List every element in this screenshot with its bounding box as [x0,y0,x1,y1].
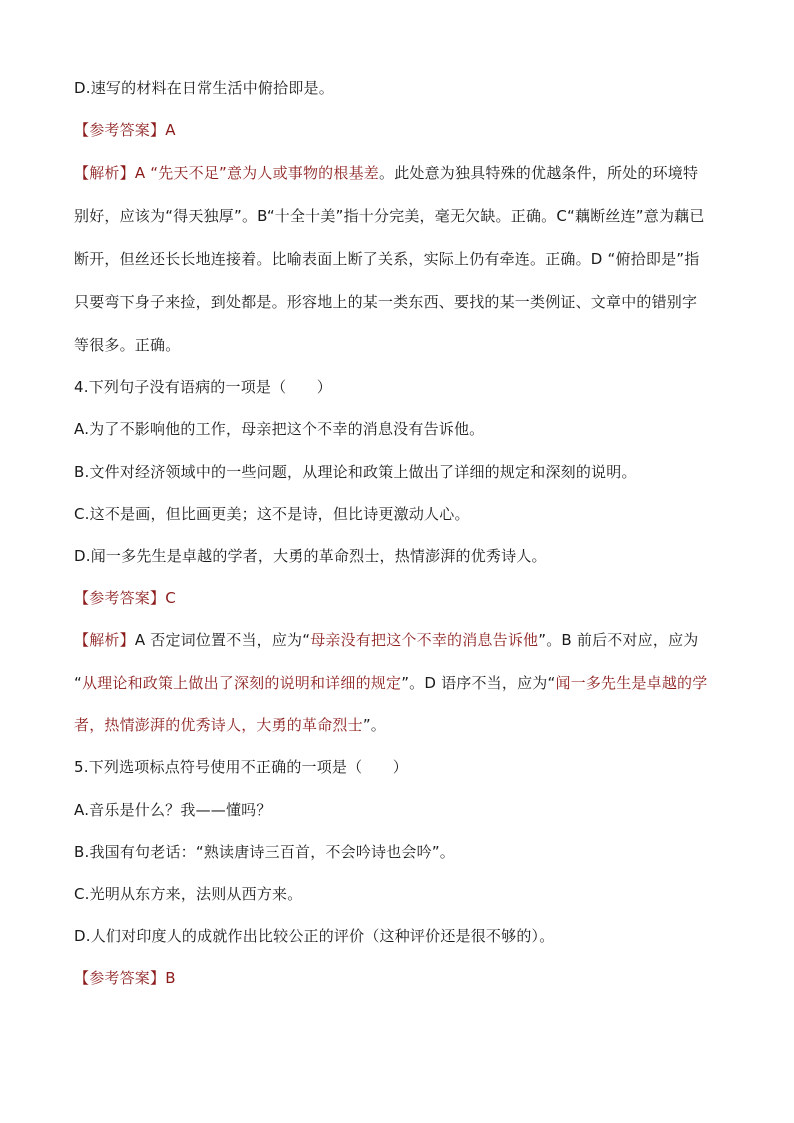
q4-analysis-line-3 [74,715,724,735]
q3-analysis-line-5: 等很多。正确。 [74,336,181,354]
analysis-label: 【解析】 [74,631,135,649]
q3-analysis-line-4: 只要弯下身子来捡，到处都是。形容地上的某一类东西、要找的某一类例证、文章中的错别字 [74,293,698,311]
analysis-text: 。此处意为独具特殊的优越条件，所处的环境特 [379,164,699,182]
q3-analysis-line-3: 断开，但丝还长长地连接着。比喻表面上断了关系，实际上仍有牵连。正确。D “俯拾即是”指 [74,250,700,268]
q4-analysis-line-1 [74,630,724,650]
answer-value: A [165,121,176,139]
q4-question: 4.下列句子没有语病的一项是（ ） [74,378,332,396]
q5-option-c: C.光明从东方来，法则从西方来。 [74,885,303,903]
analysis-text: ”。D 语序不当，应为“ [401,674,556,692]
q3-analysis-line-1 [74,163,724,183]
q3-answer [74,120,724,140]
analysis-highlight: A “先天不足”意为人或事物的根基差 [134,164,379,182]
q5-question: 5.下列选项标点符号使用不正确的一项是（ ） [74,758,408,776]
answer-label: 【参考答案】 [74,969,166,987]
q4-option-a: A.为了不影响他的工作，母亲把这个不幸的消息没有告诉他。 [74,420,485,438]
q3-option-d: D.速写的材料在日常生活中俯拾即是。 [74,79,334,97]
analysis-highlight: 母亲没有把这个不幸的消息告诉他 [310,631,539,649]
answer-value: C [165,589,176,607]
answer-label: 【参考答案】 [74,589,166,607]
analysis-highlight: 从理论和政策上做出了深刻的说明和详细的规定 [81,674,402,692]
analysis-text: A 否定词位置不当，应为“ [134,631,311,649]
analysis-text: ”。 [362,716,386,734]
q4-answer [74,588,724,608]
q4-option-d: D.闻一多先生是卓越的学者，大勇的革命烈士，热情澎湃的优秀诗人。 [74,547,547,565]
q5-option-d: D.人们对印度人的成就作出比较公正的评价（这种评价还是很不够的）。 [74,927,555,945]
q5-option-a: A.音乐是什么？我——懂吗？ [74,801,272,819]
q5-option-b: B.我国有句老话：“熟读唐诗三百首，不会吟诗也会吟”。 [74,843,456,861]
analysis-label: 【解析】 [74,164,135,182]
q3-analysis-line-2: 别好，应该为“得天独厚”。B“十全十美”指十分完美，毫无欠缺。正确。C“藕断丝连”意为藕已 [74,207,705,225]
q5-answer [74,968,724,988]
answer-label: 【参考答案】 [74,121,166,139]
analysis-highlight: 者，热情澎湃的优秀诗人，大勇的革命烈士 [74,716,363,734]
answer-value: B [165,969,176,987]
q4-analysis-line-2 [74,673,724,693]
q4-option-b: B.文件对经济领域中的一些问题，从理论和政策上做出了详细的规定和深刻的说明。 [74,463,637,481]
q4-option-c: C.这不是画，但比画更美；这不是诗，但比诗更激动人心。 [74,505,470,523]
analysis-text: “ [74,674,82,692]
analysis-highlight: 闻一多先生是卓越的学 [555,674,708,692]
analysis-text: ”。B 前后不对应，应为 [538,631,699,649]
